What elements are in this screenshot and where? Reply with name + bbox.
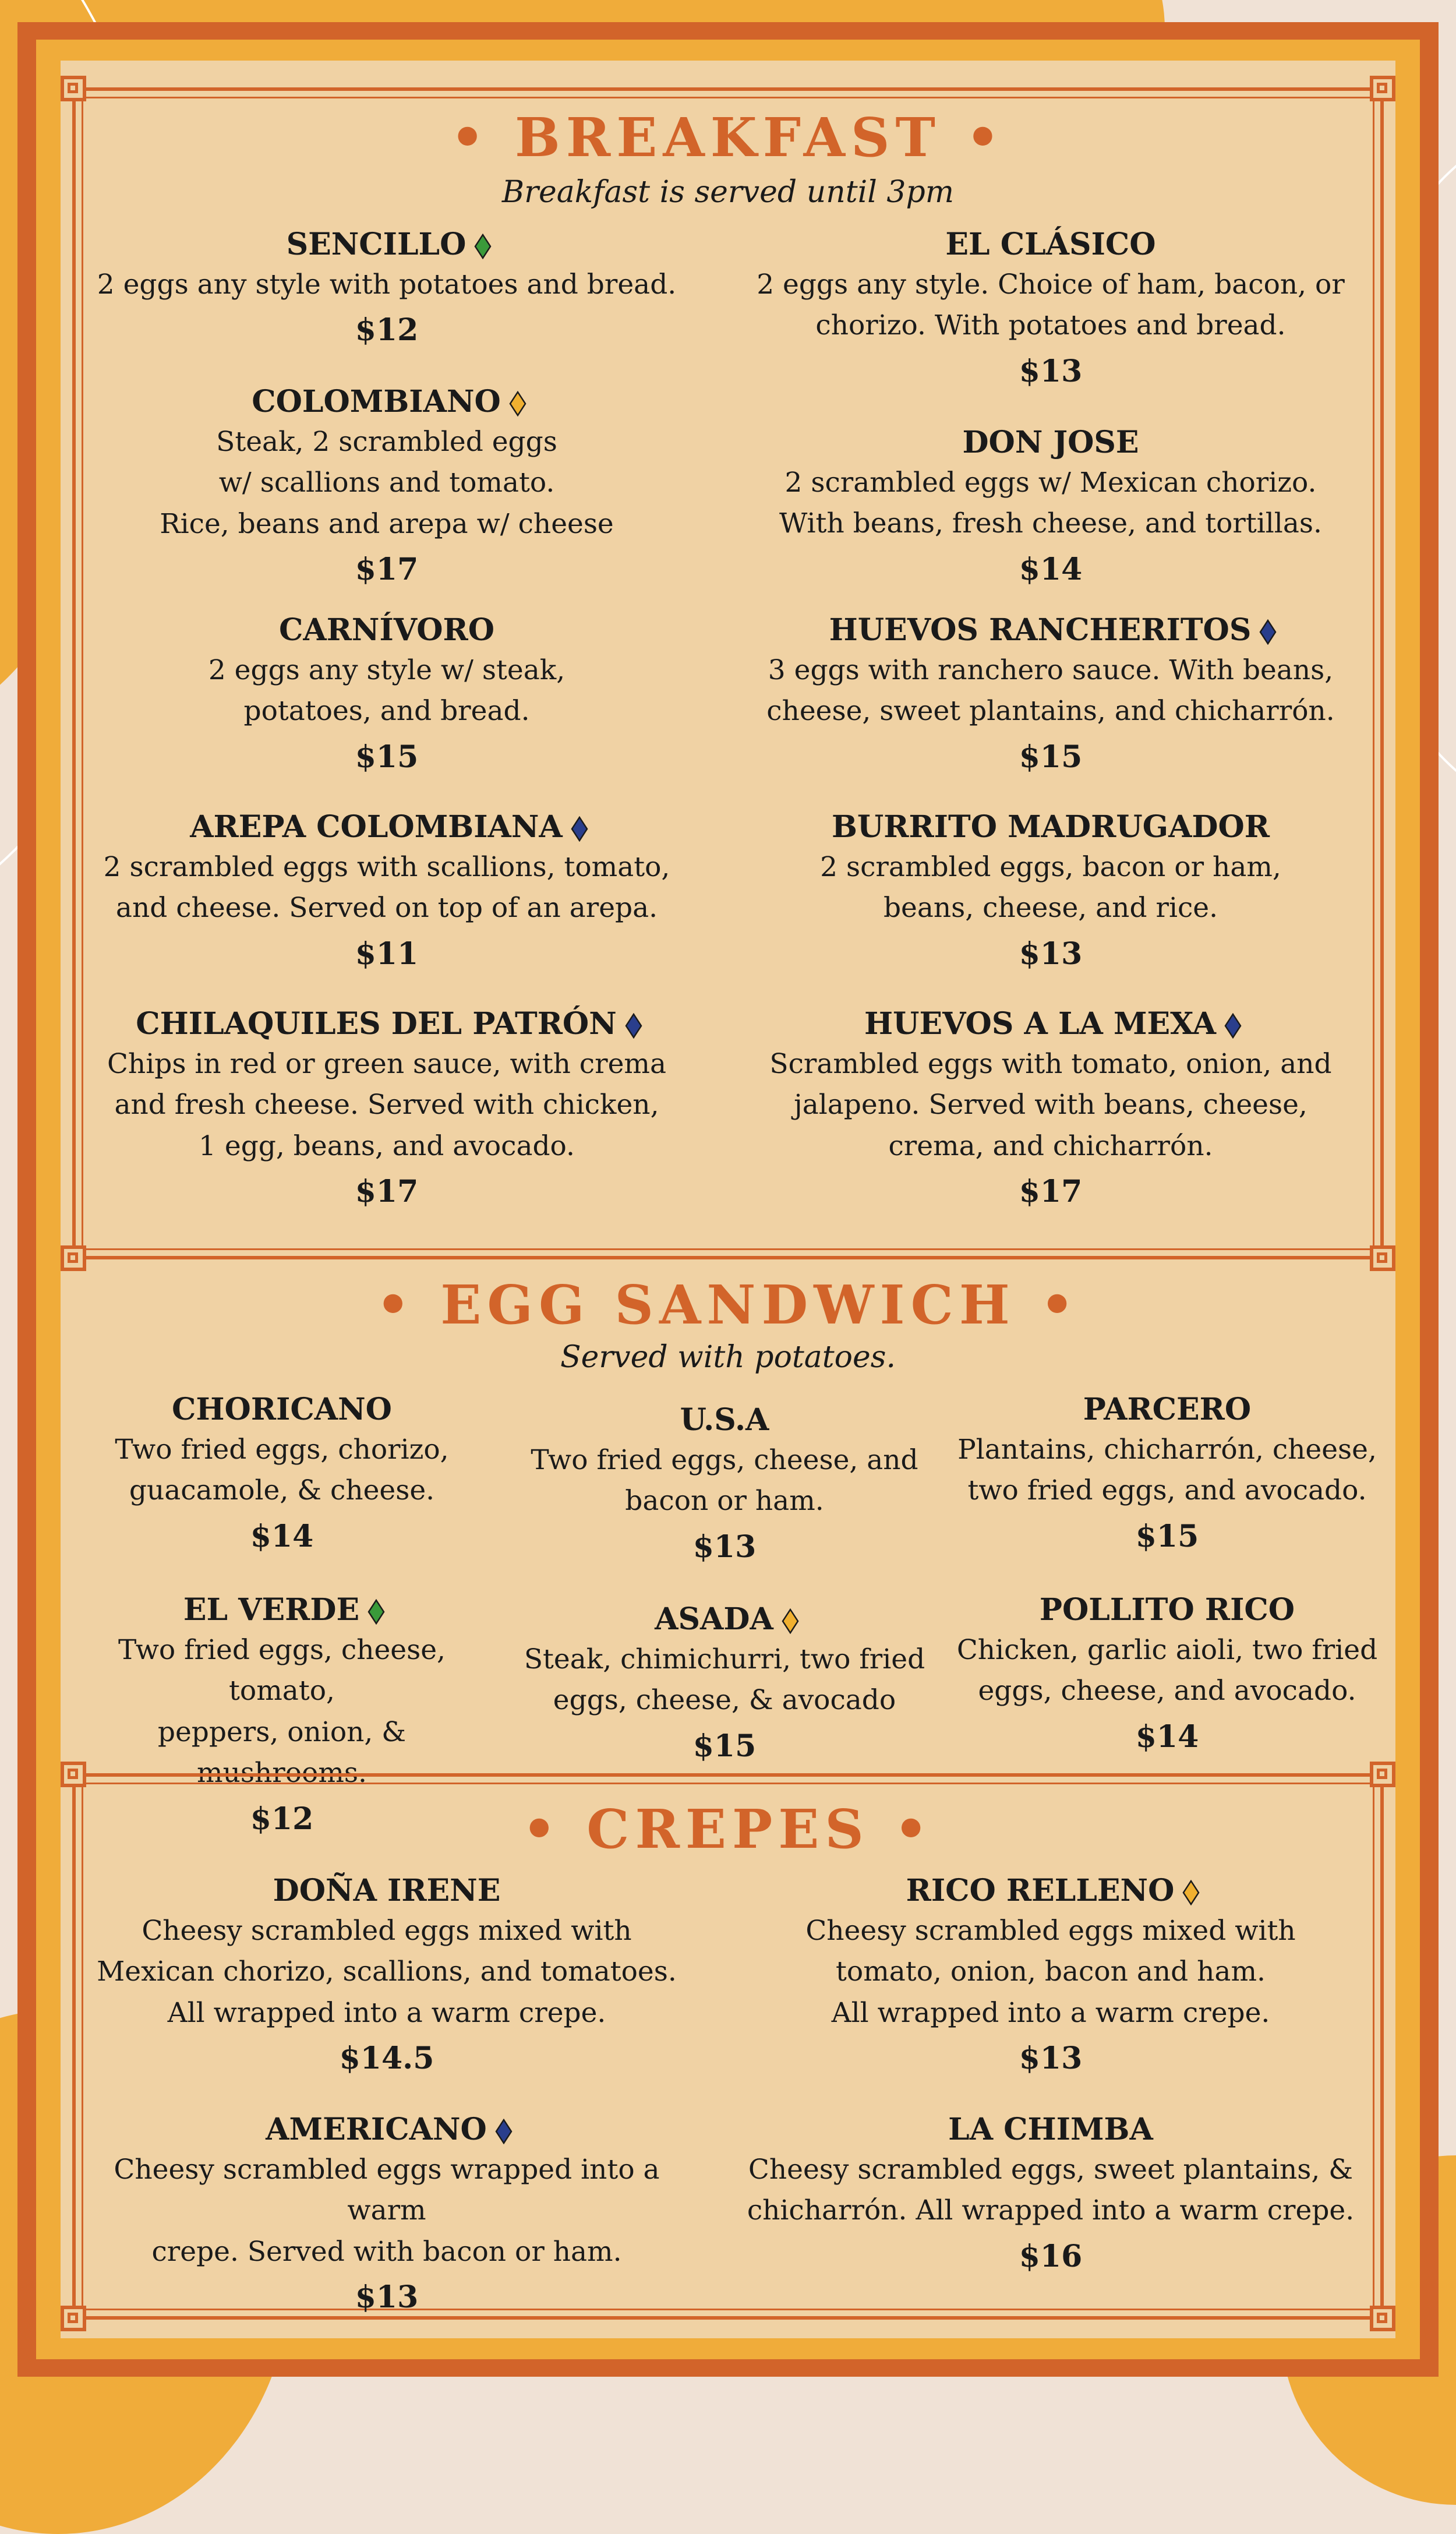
menu-item-name-text: CHILAQUILES DEL PATRÓN	[136, 1006, 617, 1042]
menu-item-description: cheese, sweet plantains, and chicharrón.	[766, 695, 1335, 728]
menu-item	[521, 1400, 928, 1570]
menu-item-description: 2 scrambled eggs with scallions, tomato,	[103, 850, 670, 883]
frame-corner-ornament	[61, 76, 86, 101]
menu-item-price: $15	[1135, 1518, 1199, 1554]
menu-item-description: tomato, onion, bacon and ham.	[836, 1956, 1266, 1988]
breakfast-title: • BREAKFAST •	[450, 106, 1006, 169]
green-diamond-icon	[367, 1599, 380, 1621]
menu-item-name	[742, 2110, 1359, 2150]
menu-item-description: Cheesy scrambled eggs mixed with	[805, 1914, 1296, 1947]
menu-item-description: and cheese. Served on top of an arepa.	[115, 892, 658, 924]
menu-item-description: Rice, beans and arepa w/ cheese	[160, 507, 614, 540]
menu-item-description: guacamole, & cheese.	[129, 1474, 435, 1507]
menu-item-price: $12	[355, 312, 419, 348]
menu-item-name	[742, 225, 1359, 264]
menu-item-name	[96, 807, 678, 847]
menu-item	[96, 2110, 678, 2320]
menu-item-description: potatoes, and bread.	[243, 695, 530, 728]
menu-item-price: $13	[692, 1529, 757, 1565]
menu-item-description: With beans, fresh cheese, and tortillas.	[779, 507, 1322, 540]
menu-item-description: jalapeno. Served with beans, cheese,	[794, 1089, 1307, 1121]
menu-item	[96, 610, 678, 780]
menu-item-price: $15	[355, 739, 419, 775]
menu-item-price: $14	[1019, 551, 1083, 587]
menu-item-description: 3 eggs with ranchero sauce. With beans,	[768, 654, 1334, 686]
menu-item-description: Steak, chimichurri, two fried	[524, 1643, 925, 1675]
frame-corner-ornament	[1370, 76, 1395, 101]
menu-item-description: Two fried eggs, cheese, tomato,	[118, 1633, 446, 1707]
menu-item-name-text: HUEVOS RANCHERITOS	[829, 612, 1252, 648]
menu-item-description: bacon or ham.	[625, 1485, 824, 1517]
menu-item-description: Cheesy scrambled eggs mixed with	[142, 1914, 632, 1947]
menu-item	[742, 423, 1359, 592]
blue-diamond-icon	[1259, 619, 1272, 641]
menu-item-name-text: U.S.A	[680, 1402, 769, 1438]
menu-item-price: $17	[1019, 1174, 1083, 1210]
frame-corner-ornament	[1370, 1245, 1395, 1271]
menu-item-price: $13	[1019, 936, 1083, 972]
egg-sandwich-title: • EGG SANDWICH •	[376, 1273, 1080, 1336]
menu-item-description: Mexican chorizo, scallions, and tomatoes.	[97, 1956, 677, 1988]
frame-corner-ornament	[61, 2306, 86, 2331]
menu-item-name-text: PARCERO	[1083, 1392, 1252, 1427]
menu-item-description: beans, cheese, and rice.	[883, 892, 1218, 924]
menu-item-name	[521, 1600, 928, 1639]
menu-item-price: $14.5	[339, 2041, 434, 2077]
menu-item-price: $14	[250, 1518, 314, 1554]
menu-item	[742, 2110, 1359, 2279]
menu-item-price: $16	[1019, 2238, 1083, 2274]
menu-item-name	[742, 1871, 1359, 1911]
menu-item	[952, 1590, 1383, 1760]
menu-item-price: $13	[355, 2279, 419, 2316]
menu-item-price: $13	[1019, 353, 1083, 389]
menu-item-name-text: EL CLÁSICO	[945, 227, 1156, 262]
menu-item-name-text: POLLITO RICO	[1039, 1592, 1295, 1628]
menu-item-description: 2 eggs any style. Choice of ham, bacon, or	[757, 268, 1345, 301]
menu-item-name-text: DON JOSE	[962, 425, 1139, 460]
menu-item-name	[96, 382, 678, 422]
blue-diamond-icon	[495, 2119, 508, 2141]
menu-item-description: 1 egg, beans, and avocado.	[199, 1130, 575, 1162]
menu-item-name-text: CHORICANO	[172, 1392, 392, 1427]
frame-corner-ornament	[1370, 2306, 1395, 2331]
menu-item	[952, 1390, 1383, 1559]
menu-item-description: All wrapped into a warm crepe.	[831, 1996, 1270, 2029]
menu-item-description: All wrapped into a warm crepe.	[167, 1996, 606, 2029]
menu-item-description: and fresh cheese. Served with chicken,	[114, 1089, 659, 1121]
menu-item-description: two fried eggs, and avocado.	[967, 1474, 1367, 1507]
menu-item-description: Two fried eggs, chorizo,	[115, 1433, 449, 1466]
menu-item	[96, 225, 678, 353]
menu-item-description: w/ scallions and tomato.	[218, 467, 555, 499]
menu-item-name-text: BURRITO MADRUGADOR	[831, 809, 1270, 845]
menu-item-name	[742, 1004, 1359, 1044]
menu-item	[72, 1390, 492, 1559]
menu-panel	[61, 61, 1395, 2338]
menu-item-name-text: SENCILLO	[286, 227, 467, 262]
menu-item-name	[96, 225, 678, 264]
menu-item-name-text: LA CHIMBA	[948, 2112, 1153, 2147]
menu-item-name-text: COLOMBIANO	[252, 384, 501, 419]
breakfast-subtitle: Breakfast is served until 3pm	[501, 175, 955, 210]
menu-item-description: chorizo. With potatoes and bread.	[815, 309, 1286, 342]
menu-item-description: 2 scrambled eggs w/ Mexican chorizo.	[784, 466, 1317, 499]
menu-item-description: 2 eggs any style with potatoes and bread.	[97, 268, 677, 301]
menu-item-price: $17	[355, 552, 419, 588]
egg-sandwich-subtitle: Served with potatoes.	[560, 1340, 896, 1375]
menu-item-description: chicharrón. All wrapped into a warm crepe.	[747, 2194, 1355, 2227]
menu-item-name	[742, 423, 1359, 463]
menu-item-price: $15	[1019, 739, 1083, 775]
menu-item-price: $11	[355, 936, 419, 972]
menu-item-name-text: AMERICANO	[266, 2112, 487, 2147]
menu-item-price: $14	[1135, 1718, 1199, 1755]
frame-corner-ornament	[1370, 1762, 1395, 1787]
menu-item-name-text: EL VERDE	[183, 1592, 360, 1628]
crepes-title: • CREPES •	[522, 1798, 934, 1861]
menu-item-description: peppers, onion, & mushrooms.	[157, 1716, 407, 1790]
blue-diamond-icon	[1224, 1013, 1237, 1035]
menu-item-name	[72, 1590, 492, 1630]
menu-item-price: $13	[1019, 2041, 1083, 2077]
menu-item-description: crema, and chicharrón.	[888, 1130, 1213, 1162]
menu-item	[742, 807, 1359, 977]
menu-item-price: $17	[355, 1174, 419, 1210]
menu-item-description: Cheesy scrambled eggs wrapped into a warm	[114, 2153, 660, 2227]
menu-item-name-text: CARNÍVORO	[278, 612, 495, 648]
menu-item	[96, 1871, 678, 2081]
menu-item-description: eggs, cheese, & avocado	[553, 1684, 896, 1717]
menu-item-name	[952, 1590, 1383, 1630]
menu-item-description: Chips in red or green sauce, with crema	[107, 1047, 667, 1080]
menu-item-description: crepe. Served with bacon or ham.	[151, 2235, 622, 2268]
menu-item	[742, 610, 1359, 780]
menu-item-name	[742, 807, 1359, 847]
menu-item-name	[742, 610, 1359, 650]
menu-item-description: 2 scrambled eggs, bacon or ham,	[820, 850, 1281, 883]
blue-diamond-icon	[571, 816, 584, 838]
menu-item-description: Cheesy scrambled eggs, sweet plantains, &	[748, 2153, 1353, 2186]
menu-item-price: $12	[250, 1801, 314, 1837]
frame-corner-ornament	[61, 1762, 86, 1787]
menu-item	[96, 807, 678, 977]
menu-item-name	[96, 1871, 678, 1911]
menu-item-description: 2 eggs any style w/ steak,	[208, 654, 566, 686]
menu-item	[742, 225, 1359, 394]
menu-item-name-text: RICO RELLENO	[906, 1873, 1175, 1908]
menu-item-description: Steak, 2 scrambled eggs	[216, 425, 557, 458]
menu-item-description: Scrambled eggs with tomato, onion, and	[769, 1047, 1332, 1080]
menu-item-name-text: AREPA COLOMBIANA	[190, 809, 563, 845]
menu-item-description: Plantains, chicharrón, cheese,	[957, 1433, 1377, 1466]
menu-item-name	[72, 1390, 492, 1430]
menu-item-name	[96, 2110, 678, 2150]
yellow-diamond-icon	[1182, 1880, 1195, 1902]
menu-item-description: eggs, cheese, and avocado.	[978, 1675, 1356, 1707]
yellow-diamond-icon	[509, 391, 522, 413]
frame-corner-ornament	[61, 1245, 86, 1271]
menu-item	[742, 1004, 1359, 1215]
menu-item-name-text: HUEVOS A LA MEXA	[864, 1006, 1216, 1042]
menu-item-name	[521, 1400, 928, 1440]
menu-item	[96, 382, 678, 592]
menu-item-description: Two fried eggs, cheese, and	[531, 1444, 918, 1476]
menu-item-name	[96, 610, 678, 650]
menu-item-name	[96, 1004, 678, 1044]
menu-item	[521, 1600, 928, 1769]
menu-item-description: Chicken, garlic aioli, two fried	[956, 1633, 1378, 1666]
menu-item-name-text: DOÑA IRENE	[273, 1873, 501, 1908]
menu-item-name-text: ASADA	[655, 1601, 773, 1637]
menu-item	[742, 1871, 1359, 2081]
menu-item-name	[952, 1390, 1383, 1430]
blue-diamond-icon	[625, 1013, 638, 1035]
menu-item	[96, 1004, 678, 1215]
yellow-diamond-icon	[782, 1608, 794, 1630]
green-diamond-icon	[474, 234, 487, 256]
menu-item-price: $15	[692, 1728, 757, 1764]
